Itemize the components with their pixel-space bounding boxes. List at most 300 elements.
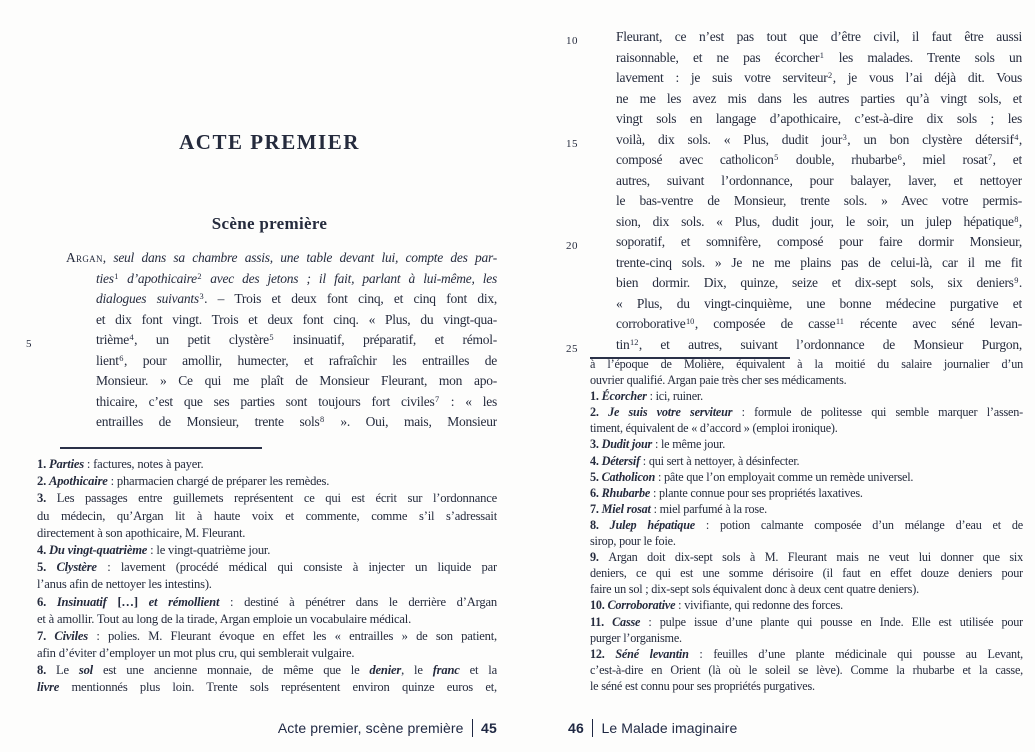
text-segment: Du vingt-quatrième (49, 542, 148, 557)
play-text-line (562, 68, 1022, 89)
text-segment: Julep hépatique (609, 517, 695, 532)
footnote-ref: 6 (119, 353, 124, 363)
text-segment: à l’époque de Molière, équivalent à la moitié du salaire journalier d’un (590, 357, 1023, 371)
line-number (22, 310, 66, 331)
text-segment: Fleurant, ce n’est pas tout que d’être civil, il faut être aussi (616, 29, 1022, 44)
text-segment: est une ancienne monnaie, de même que le (92, 663, 370, 678)
line-text (37, 508, 497, 525)
play-text-line (562, 273, 1022, 294)
play-text-line (22, 412, 497, 433)
line-text (37, 490, 497, 507)
text-segment: : pâte que l’on employait comme un remède universel. (655, 469, 914, 484)
footnote-ref: 1 (114, 271, 119, 281)
text-segment: sirop, pour le foie. (590, 534, 676, 549)
text-segment: afin d’éviter d’employer un mot plus cru, qui semblerait vulgaire. (37, 646, 355, 661)
footnote-ref: 7 (435, 394, 440, 404)
text-segment: récente avec séné levan- (844, 316, 1022, 331)
play-text-line (22, 392, 497, 413)
text-segment: composé avec catholicon (616, 152, 774, 167)
text-segment: Civiles (54, 628, 88, 643)
line-text (590, 597, 1023, 613)
footnote-line (37, 594, 497, 611)
text-segment: : qui sert à nettoyer, à désinfecter. (639, 453, 800, 468)
play-text-line (22, 351, 497, 372)
line-text (37, 473, 497, 490)
text-segment: voilà, dix sols. « Plus, dudit jour (616, 131, 843, 147)
text-segment: , un bon clystère détersif (847, 131, 1014, 147)
text-segment: purger l’organisme. (590, 630, 682, 645)
footnote-ref: 8 (1014, 214, 1019, 224)
line-text (66, 351, 497, 372)
text-segment: 6. (37, 594, 57, 609)
line-text (66, 289, 497, 310)
text-segment: : le même jour. (652, 437, 726, 452)
line-text (66, 269, 497, 290)
line-text (37, 662, 497, 679)
footnote-line (37, 645, 497, 662)
text-segment: dialogues suivants (96, 291, 199, 306)
footnote-ref: 11 (835, 317, 844, 327)
text-segment: 1. (590, 389, 602, 404)
text-segment: : miel parfumé à la rose. (650, 501, 768, 516)
text-segment: d’apothicaire (118, 270, 197, 286)
footnote-ref: 8 (319, 415, 325, 425)
text-segment: insinuatif, préparatif, et rémol- (274, 332, 497, 347)
line-text (616, 130, 1022, 151)
text-segment: c’est-à-dire en Orient (là où le soleil se lève). Comme la rhubarbe et la casse, (590, 662, 1023, 677)
line-number (22, 289, 66, 310)
line-text (590, 565, 1023, 581)
line-text (616, 273, 1022, 294)
text-segment: mentionnés plus loin. Trente sols représentent environ quinze euros et, (59, 680, 497, 695)
line-number (22, 269, 66, 290)
text-segment: et rémollient (148, 594, 220, 609)
text-segment: ne me les avez mis dans les autres parties qu’à vingt sols, et (616, 90, 1022, 106)
footnote-line (590, 597, 1023, 613)
line-text (66, 392, 497, 413)
line-text (590, 581, 1023, 597)
text-segment: trième (96, 332, 129, 347)
line-number: 20 (566, 240, 578, 252)
text-segment: Séné levantin (615, 646, 689, 661)
line-number (562, 109, 616, 130)
line-text (66, 330, 497, 351)
text-segment: 9. (590, 550, 609, 565)
line-text (616, 253, 1022, 274)
text-segment: 3. (37, 491, 57, 506)
text-segment: et à amollir. Tout au long de la tirade, Argan emploie un vocabulaire médical. (37, 611, 412, 626)
text-segment: Catholicon (601, 469, 656, 484)
text-segment: et dix font vingt. Trois et deux font cinq. « Plus, du vingt-qua- (96, 311, 497, 327)
line-text (590, 356, 1023, 372)
footnote-line (590, 453, 1023, 469)
play-text-line (562, 191, 1022, 212)
text-segment: ». Oui, mais, Monsieur (324, 414, 497, 429)
line-number (562, 253, 616, 274)
text-segment: et la (459, 663, 497, 678)
scene-heading: Scène première (211, 214, 328, 233)
footnote-line (590, 372, 1023, 388)
text-segment: : factures, notes à payer. (83, 457, 204, 471)
footnote-line (37, 542, 497, 559)
footnote-line (590, 581, 1023, 597)
text-segment: Clystère (56, 560, 97, 575)
left-page-main-text (22, 248, 497, 433)
footnote-line (590, 549, 1023, 565)
text-segment: Argan doit dix-sept sols à M. Fleurant mais ne veut lui donner que six (608, 550, 1023, 565)
text-segment: 12. (590, 646, 616, 661)
footnote-line (590, 662, 1023, 678)
line-text (66, 310, 497, 331)
text-segment: le séné est connu pour ses propriétés purgatives. (590, 678, 815, 693)
text-segment: double, rhubarbe (778, 152, 898, 167)
line-text (590, 646, 1023, 662)
act-heading: ACTE PREMIER (179, 130, 360, 154)
text-segment: : le vingt-quatrième jour. (147, 542, 271, 557)
text-segment: tin (616, 336, 630, 352)
text-segment: ties (96, 270, 114, 286)
text-segment: ouvrier qualifié. Argan paie très cher ses médicaments. (590, 373, 847, 388)
line-text (590, 436, 1023, 452)
text-segment: livre (37, 680, 60, 695)
line-text (66, 371, 497, 392)
line-number (22, 248, 66, 269)
play-text-line (562, 232, 1022, 253)
footnote-line (37, 525, 497, 542)
text-segment: , (1018, 213, 1022, 229)
line-number (562, 171, 616, 192)
play-text-line (562, 335, 1022, 356)
text-segment: 8. (590, 517, 610, 532)
footnote-ref: 9 (1014, 276, 1019, 286)
footnote-ref: 4 (1014, 132, 1019, 142)
text-segment: 7. (590, 501, 602, 516)
line-text (616, 150, 1022, 171)
footnote-ref: 12 (630, 337, 639, 347)
footnote-ref: 6 (897, 153, 902, 163)
text-segment: denier (369, 663, 402, 678)
footnote-line (37, 679, 497, 696)
text-segment: timent, équivalent de « d’accord » (emploi ironique). (590, 421, 838, 436)
text-segment: Le (56, 663, 79, 678)
text-segment: 8. (37, 663, 57, 678)
line-text (37, 576, 497, 593)
line-number (22, 392, 66, 413)
play-text-line (562, 27, 1022, 48)
line-text (616, 48, 1022, 69)
line-number (562, 68, 616, 89)
footnote-ref: 5 (269, 333, 274, 343)
text-segment: raisonnable, et ne pas écorcher (616, 49, 820, 65)
line-text (616, 27, 1022, 48)
text-segment: Casse (612, 614, 641, 629)
line-number (22, 412, 66, 433)
footer-divider (472, 719, 474, 737)
play-text-line (562, 89, 1022, 110)
text-segment: seul dans sa chambre assis, une table devant lui, compte des par- (113, 250, 497, 265)
footnote-line (590, 614, 1023, 630)
footnote-line (590, 436, 1023, 452)
text-segment: : ici, ruiner. (646, 389, 703, 404)
play-text-line (562, 314, 1022, 335)
text-segment: 5. (590, 469, 602, 484)
text-segment: Parties (49, 457, 84, 471)
text-segment: . (1018, 275, 1022, 290)
text-segment: directement à son apothicaire, M. Fleurant. (37, 525, 246, 540)
text-segment: , le (401, 663, 433, 678)
text-segment: 5. (37, 560, 57, 575)
text-segment: les malades. Trente sols un (824, 49, 1022, 65)
text-segment: sion, dix sols. « Plus, dudit jour, le soir, un julep hépatique (616, 213, 1014, 229)
text-segment: 4. (37, 542, 49, 557)
play-text-line (562, 171, 1022, 192)
line-number: 15 (566, 137, 578, 150)
text-segment: Je suis votre serviteur (608, 405, 733, 420)
text-segment: Apothicaire (49, 474, 108, 489)
text-segment: 6. (590, 485, 602, 500)
text-segment: , pour amollir, humecter, et rafraîchir les entrailles de (123, 352, 497, 368)
line-number (562, 89, 616, 110)
line-text (616, 335, 1022, 356)
text-segment: : lavement (procédé médical qui consiste à injecter un liquide par (96, 560, 497, 575)
line-text (37, 559, 497, 576)
play-text-line (562, 109, 1022, 130)
text-segment: le bas-ventre de Monsieur, trente sols. » Avec votre permis- (616, 193, 1022, 208)
line-text (37, 542, 497, 559)
line-text (616, 191, 1022, 212)
line-number (562, 48, 616, 69)
text-segment: trente-cinq sols. » Je ne me plains pas de celui-là, car il me fit (616, 254, 1022, 270)
play-text-line (22, 310, 497, 331)
footnote-line (590, 517, 1023, 533)
running-title: Acte premier, scène première (277, 720, 464, 736)
text-segment: du médecin, qu’Argan lit à haute voix et commente, comme s’il s’adressait (37, 508, 497, 523)
text-segment: Les passages entre guillemets représentent ce qui est écrit sur l’ordonnance (56, 491, 497, 506)
text-segment: : plante connue pour ses propriétés laxatives. (650, 485, 863, 500)
footnote-line (37, 628, 497, 645)
text-segment: : « les (439, 393, 497, 409)
line-text (37, 594, 497, 611)
footnote-line (590, 404, 1023, 420)
line-text (37, 679, 497, 696)
footnote-line (37, 662, 497, 679)
line-text (590, 404, 1023, 420)
text-segment: Insinuatif (56, 594, 118, 609)
text-segment: franc (432, 663, 460, 678)
line-text (37, 645, 497, 662)
play-text-line (562, 48, 1022, 69)
text-segment: deniers, ce qui est une somme dérisoire (il faut en effet douze deniers pour (590, 566, 1023, 581)
page-number: 46 (568, 720, 584, 736)
footnote-line (37, 559, 497, 576)
line-number (562, 212, 616, 233)
line-number (562, 294, 616, 315)
text-segment: : polies. M. Fleurant évoque en effet les « entrailles » de son patient, (88, 628, 497, 643)
text-segment: « Plus, du vingt-cinquième, une bonne médecine purgative et (616, 295, 1022, 311)
left-page-footnotes (37, 456, 497, 697)
text-segment: . – Trois et deux font cinq, et cinq font dix, (204, 291, 497, 306)
text-segment: 10. (590, 598, 608, 613)
footnote-line (590, 485, 1023, 501)
footnote-line (590, 533, 1023, 549)
footer-divider (592, 719, 594, 737)
footnote-line (590, 501, 1023, 517)
line-text (590, 630, 1023, 646)
text-segment: Écorcher (601, 389, 647, 404)
line-text (590, 549, 1023, 565)
text-segment: bien dormir. Dix, quinze, seize et dix-sept sols, six deniers (616, 275, 1014, 290)
line-text (590, 388, 1023, 404)
line-number (562, 314, 616, 335)
play-text-line (562, 212, 1022, 233)
line-text (37, 628, 497, 645)
play-text-line (562, 253, 1022, 274)
line-number (22, 351, 66, 372)
play-text-line (22, 371, 497, 392)
footnote-ref: 3 (199, 292, 204, 302)
text-segment: Dudit jour (601, 437, 653, 452)
footnote-line (590, 565, 1023, 581)
line-text (616, 294, 1022, 315)
line-text (590, 662, 1023, 678)
text-segment: , (102, 250, 114, 265)
text-segment: soporatif, et somnifère, composé pour faire dormir Monsieur, (616, 234, 1022, 249)
line-text (590, 501, 1023, 517)
text-segment: vingt sols en langage d’apothicaire, c’est-à-dire dix sols ; les (616, 111, 1022, 126)
text-segment: avec des jetons ; il fait, parlant à lui-même, les (202, 270, 497, 286)
line-text (616, 314, 1022, 335)
line-text (37, 525, 497, 542)
line-text (66, 412, 497, 433)
text-segment: , et (992, 152, 1022, 167)
text-segment: : formule de politesse qui semble marquer l’assen- (732, 405, 1023, 420)
line-text (37, 611, 497, 628)
line-number (562, 150, 616, 171)
play-text-line (22, 330, 497, 351)
text-segment: : pharmacien chargé de préparer les remèdes. (107, 474, 330, 489)
footnote-line (590, 356, 1023, 372)
text-segment: sol (78, 663, 93, 678)
play-text-line (562, 150, 1022, 171)
play-text-line (22, 289, 497, 310)
text-segment: : pulpe issue d’une plante qui pousse en Inde. Elle est utilisée pour (640, 614, 1023, 629)
line-text (590, 485, 1023, 501)
play-text-line (562, 130, 1022, 151)
footnote-line (37, 473, 497, 490)
text-segment: , et autres, suivant l’ordonnance de Monsieur Purgon, (638, 336, 1022, 352)
line-text (616, 232, 1022, 253)
text-segment: Corroborative (607, 598, 676, 613)
text-segment: , miel rosat (902, 152, 988, 167)
text-segment: l’anus afin de nettoyer les intestins). (37, 577, 212, 592)
line-text (590, 469, 1023, 485)
line-number: 25 (566, 342, 578, 355)
text-segment: : vivifiante, qui redonne des forces. (675, 598, 844, 613)
line-text (616, 171, 1022, 192)
footnote-line (590, 678, 1023, 694)
text-segment: 1. (37, 457, 49, 471)
footnote-line (37, 576, 497, 593)
line-number (562, 273, 616, 294)
text-segment: […] (117, 594, 149, 609)
line-text (590, 614, 1023, 630)
text-segment: : potion calmante composée d’un mélange d’eau et de (695, 517, 1023, 532)
line-text (616, 212, 1022, 233)
footnote-ref: 7 (987, 153, 993, 163)
text-segment: 4. (590, 453, 602, 468)
line-number: 5 (26, 338, 32, 350)
line-text (37, 456, 497, 473)
left-page-footer (22, 716, 497, 740)
text-segment: , un petit clystère (134, 332, 269, 347)
footnote-ref: 2 (828, 71, 833, 81)
text-segment: , (1018, 131, 1022, 147)
text-segment: , composée de casse (694, 316, 836, 331)
text-segment: entrailles de Monsieur, trente sols (96, 414, 320, 429)
running-title: Le Malade imaginaire (601, 720, 738, 736)
text-segment: lavement : je suis votre serviteur (616, 70, 828, 85)
footnote-line (590, 420, 1023, 436)
footnote-line (37, 490, 497, 507)
line-text (590, 453, 1023, 469)
play-text-line (22, 248, 497, 269)
text-segment: Argan (66, 250, 103, 265)
text-segment: 2. (37, 474, 49, 489)
line-text (66, 248, 497, 269)
footnote-ref: 2 (197, 271, 202, 281)
text-segment: : feuilles d’une plante médicinale qui pousse au Levant, (688, 646, 1023, 661)
footnote-ref: 1 (819, 50, 824, 60)
play-text-line (562, 294, 1022, 315)
text-segment: 3. (590, 437, 602, 452)
text-segment: Monsieur. » Ce qui me plaît de Monsieur Fleurant, mon apo- (96, 373, 497, 388)
right-page-main-text (562, 27, 1022, 355)
line-number (22, 371, 66, 392)
line-text (616, 89, 1022, 110)
play-text-line (22, 269, 497, 290)
text-segment: autres, suivant l’ordonnance, pour balayer, laver, et nettoyer (616, 172, 1022, 188)
footnote-ref: 5 (774, 153, 779, 163)
footnote-ref: 10 (685, 317, 695, 327)
text-segment: Rhubarbe (601, 485, 651, 500)
footnote-line (590, 646, 1023, 662)
right-page-footer (568, 716, 737, 740)
line-number (562, 191, 616, 212)
line-text (590, 372, 1023, 388)
text-segment: 7. (37, 628, 55, 643)
line-text (590, 533, 1023, 549)
right-page-footnotes (590, 356, 1023, 694)
footnote-ref: 4 (129, 333, 134, 343)
footnote-line (37, 611, 497, 628)
text-segment: 11. (590, 614, 613, 629)
footnote-line (37, 508, 497, 525)
footnote-ref: 3 (842, 132, 847, 142)
footnote-line (37, 456, 497, 473)
line-text (616, 109, 1022, 130)
line-number: 10 (566, 35, 578, 47)
page-number: 45 (481, 720, 497, 736)
text-segment: Détersif (601, 453, 640, 468)
text-segment: faire un sol ; dix-sept sols équivalent donc à deux cent quatre deniers). (590, 582, 919, 597)
text-segment: lient (96, 352, 119, 368)
footnote-line (590, 630, 1023, 646)
text-segment: , je vous l’ai déjà dit. Vous (832, 70, 1022, 85)
text-segment: Miel rosat (601, 501, 651, 516)
line-text (616, 68, 1022, 89)
line-text (590, 420, 1023, 436)
text-segment: corroborative (616, 316, 686, 331)
